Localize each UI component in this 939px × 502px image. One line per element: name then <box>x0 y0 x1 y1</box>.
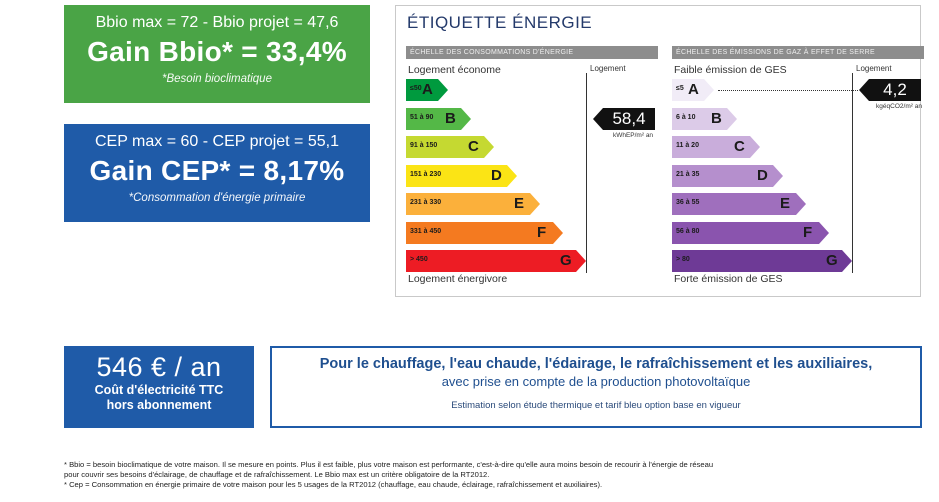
ges-class-bar-f <box>672 222 819 244</box>
energy-class-arrow-c <box>484 136 494 158</box>
ges-divider <box>852 73 853 273</box>
ges-top-label: Faible émission de GES <box>674 64 787 76</box>
energy-class-letter-a: A <box>422 81 433 98</box>
ges-class-letter-g: G <box>826 252 838 269</box>
cep-gain-card <box>64 124 370 222</box>
energy-class-letter-f: F <box>537 223 547 241</box>
energy-class-range-f: 331 à 450 <box>410 227 442 235</box>
energy-label-panel <box>395 5 921 297</box>
ges-class-arrow-b <box>727 108 737 130</box>
ges-class-letter-e: E <box>780 195 791 212</box>
energy-class-letter-e: E <box>514 195 525 212</box>
ges-class-bar-b <box>672 108 727 130</box>
energy-class-range-g: > 450 <box>410 256 428 263</box>
footnotes <box>64 460 924 490</box>
energy-class-arrow-a <box>438 79 448 101</box>
cep-gain: Gain CEP* = 8,17% <box>89 155 345 186</box>
energy-class-letter-d: D <box>491 166 502 184</box>
cost-line-2: hors abonnement <box>106 398 212 412</box>
bbio-gain-card <box>64 5 370 103</box>
energy-scale-header: ÉCHELLE DES CONSOMMATIONS D'ÉNERGIE <box>406 46 658 59</box>
energy-class-arrow-b <box>461 108 471 130</box>
ges-class-arrow-f <box>819 222 829 244</box>
ges-class-letter-f: F <box>803 223 813 241</box>
cost-line-1: Coût d'électricité TTC <box>94 383 224 397</box>
energy-class-range-d: 151 à 230 <box>410 170 442 178</box>
energy-class-bar-d <box>406 165 507 187</box>
bbio-gain: Gain Bbio* = 33,4% <box>87 36 347 67</box>
ges-class-arrow-e <box>796 193 806 215</box>
energy-class-arrow-g <box>576 250 586 272</box>
ges-class-bar-d <box>672 165 773 187</box>
panel-title: ÉTIQUETTE ÉNERGIE <box>407 13 593 32</box>
ges-class-bar-c <box>672 136 750 158</box>
cost-box <box>64 346 254 428</box>
cep-note: *Consommation d'énergie primaire <box>128 192 306 204</box>
bbio-note: *Besoin bioclimatique <box>162 73 272 85</box>
ges-bottom-label: Forte émission de GES <box>674 273 783 285</box>
ges-class-bar-a <box>672 79 704 101</box>
energy-consumption-scale <box>406 46 658 292</box>
energy-value-unit: kWhEP/m² an <box>612 131 654 139</box>
energy-class-range-c: 91 à 150 <box>410 142 438 149</box>
energy-class-bar-g <box>406 250 576 272</box>
energy-class-arrow-e <box>530 193 540 215</box>
bbio-values: Bbio max = 72 - Bbio projet = 47,6 <box>95 14 339 31</box>
ges-class-range-e: 36 à 55 <box>676 199 700 206</box>
energy-class-bar-f <box>406 222 553 244</box>
energy-class-bar-c <box>406 136 484 158</box>
ges-emission-scale <box>672 46 924 292</box>
ges-class-letter-a: A <box>688 81 699 98</box>
ges-value-indicator: 4,2 <box>869 79 921 101</box>
ges-class-letter-c: C <box>734 138 745 155</box>
footnote-bbio: * Bbio = besoin bioclimatique de votre maison. Il se mesure en points. Plus il est faible, plus votre maison est performante, c'est-à-dire qu'elle aura moins besoin de recourir à l'énergie de réseau <box>64 460 714 469</box>
energy-bottom-label: Logement énergivore <box>408 273 508 285</box>
energy-logement-label: Logement <box>590 64 626 73</box>
footnote-bbio-cont: pour couvrir ses besoins d'éclairage, de chauffage et de rafraîchissement. Le Bbio max est un critère obligatoire de la RT2012. <box>64 470 490 479</box>
ges-class-range-d: 21 à 35 <box>676 170 700 178</box>
ges-class-range-f: 56 à 80 <box>676 227 700 235</box>
ges-logement-label: Logement <box>856 64 892 73</box>
ges-dotted-leader <box>718 90 858 91</box>
energy-class-range-e: 231 à 330 <box>410 199 442 206</box>
energy-class-bar-a <box>406 79 438 101</box>
ges-scale-header: ÉCHELLE DES ÉMISSIONS DE GAZ À EFFET DE SERRE <box>672 46 924 59</box>
energy-class-letter-b: B <box>445 109 456 127</box>
energy-class-range-b: 51 à 90 <box>410 113 434 121</box>
ges-class-arrow-c <box>750 136 760 158</box>
ges-class-range-c: 11 à 20 <box>676 142 699 149</box>
ges-class-range-g: > 80 <box>676 256 690 263</box>
ges-class-bar-e <box>672 193 796 215</box>
energy-value-indicator: 58,4 <box>603 108 655 130</box>
ges-class-letter-b: B <box>711 109 722 127</box>
info-line-1: Pour le chauffage, l'eau chaude, l'édairage, le rafraîchissement et les auxiliaires, <box>319 356 873 372</box>
ges-value-unit: kgéqCO2/m² an <box>876 103 922 110</box>
ges-class-arrow-d <box>773 165 783 187</box>
energy-class-bar-b <box>406 108 461 130</box>
ges-class-arrow-a <box>704 79 714 101</box>
ges-class-range-b: 6 à 10 <box>676 113 696 121</box>
usage-info-box <box>270 346 922 428</box>
info-line-3: Estimation selon étude thermique et tarif bleu option base en vigueur <box>451 400 741 411</box>
energy-class-arrow-d <box>507 165 517 187</box>
energy-class-letter-c: C <box>468 138 479 155</box>
ges-class-letter-d: D <box>757 166 768 184</box>
ges-class-range-a: ≤5 <box>676 85 684 92</box>
energy-class-bar-e <box>406 193 530 215</box>
ges-class-arrow-g <box>842 250 852 272</box>
energy-divider <box>586 73 587 273</box>
ges-class-bar-g <box>672 250 842 272</box>
footnote-cep: * Cep = Consommation en énergie primaire de votre maison pour les 5 usages de la RT2012 (chauffage, eau chaude, éclairage, rafraîchissement et auxiliaires). <box>64 480 603 489</box>
energy-class-arrow-f <box>553 222 563 244</box>
info-line-2: avec prise en compte de la production photovoltaïque <box>441 374 751 389</box>
cep-values: CEP max = 60 - CEP projet = 55,1 <box>95 133 339 150</box>
energy-class-range-a: ≤50 <box>410 85 422 92</box>
energy-class-letter-g: G <box>560 252 572 269</box>
cost-amount: 546 € / an <box>96 352 222 382</box>
energy-top-label: Logement économe <box>408 64 501 76</box>
